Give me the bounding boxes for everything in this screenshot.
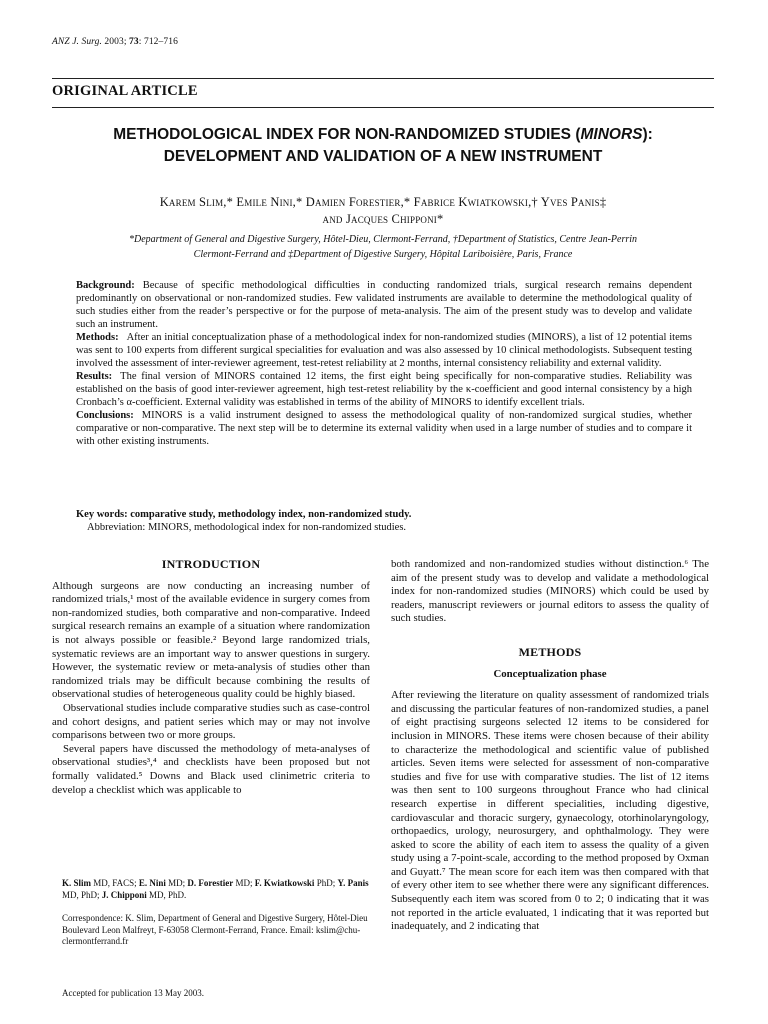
introduction-continuation: both randomized and non-randomized studies without distinction.⁶ The aim of the present study was to develop and validate a methodological index for non-randomized studies (MINORS) which could be used by readers, manuscript reviewers or journal editors to assess the quality of such studies. — [391, 558, 709, 625]
header-divider — [52, 107, 714, 108]
credential-name: D. Forestier — [187, 878, 234, 888]
abstract-background: Background: Because of specific methodological difficulties in conducting randomized trials, surgical research remains dependent predominantly on observational or non-randomized studies. Few validated instruments are available to determine the methodological quality of such studies either from the reader’s perspective or for the purpose of meta-analysis. The aim of the present study was to develop and validate such an instrument. — [76, 280, 692, 330]
title-line-1: METHODOLOGICAL INDEX FOR NON-RANDOMIZED STUDIES (MINORS): — [113, 126, 653, 143]
title-acronym: MINORS — [580, 126, 643, 143]
accepted-date: Accepted for publication 13 May 2003. — [62, 988, 204, 998]
abstract-methods: Methods: After an initial conceptualization phase of a methodological index for non-randomized studies (MINORS), a list of 12 potential items was sent to 100 experts from different surgical specialities for evaluation and was also assessed by 10 clinical methodologists. Subsequent testing involved the assessment of inter-reviewer agreement, test-retest reliability at 2 months, internal consistency reliability and external validity. — [76, 332, 692, 369]
credential-name: E. Nini — [138, 878, 166, 888]
author-list — [52, 194, 714, 228]
top-divider — [52, 78, 714, 79]
affiliation-line-2: Clermont-Ferrand and ‡Department of Digestive Surgery, Hôpital Lariboisière, Paris, France — [193, 248, 573, 260]
introduction-paragraph-1: Although surgeons are now conducting an increasing number of randomized trials,¹ most of the available evidence in surgery comes from non-randomized studies, both comparative and non-comparative. Indeed surgical research remains an example of a situation where randomization is not always possible or feasible.² Beyond large randomized trials, systematic reviews are an important way to answer questions in surgery. However, the systematic review or meta-analysis of studies other than randomized trials may be difficult because combining the results of observational studies of heterogeneous quality could be highly biased. — [52, 579, 370, 701]
affiliations — [52, 233, 714, 262]
credential-degree: MD; — [233, 878, 255, 888]
left-column — [52, 558, 370, 797]
conceptualization-subheading: Conceptualization phase — [493, 667, 607, 680]
article-type: ORIGINAL ARTICLE — [52, 83, 198, 99]
authors-line-1: Karem Slim,* Emile Nini,* Damien Forestier,* Fabrice Kwiatkowski,† Yves Panis‡ — [159, 195, 607, 209]
abstract — [76, 279, 692, 448]
keywords: Key words: comparative study, methodology index, non-randomized study. — [76, 509, 412, 520]
title-line-2: DEVELOPMENT AND VALIDATION OF A NEW INSTRUMENT — [163, 148, 603, 165]
introduction-paragraph-2: Observational studies include comparative studies such as case-control and cohort designs, and patient series which may or may not involve comparisons between two or more groups. — [52, 701, 370, 742]
credential-name: J. Chipponi — [101, 889, 147, 900]
introduction-heading: INTRODUCTION — [161, 557, 261, 571]
introduction-paragraph-3: Several papers have discussed the methodology of meta-analyses of observational studies³,⁴ and checklists have been proposed but not formally validated.⁵ Downs and Black used clinimetric criteria to develop a checklist which was applicable to — [52, 742, 370, 796]
journal-volume: 73 — [129, 37, 139, 47]
journal-name: ANZ J. Surg. — [52, 37, 102, 47]
article-title — [52, 124, 714, 168]
authors-line-2: and Jacques Chipponi* — [322, 212, 444, 226]
credential-degree: PhD; — [314, 878, 338, 888]
journal-reference — [52, 37, 178, 47]
journal-pages: : 712–716 — [138, 37, 178, 47]
credential-name: F. Kwiatkowski — [254, 878, 315, 888]
credential-degree: MD; — [165, 878, 188, 888]
correspondence: Correspondence: K. Slim, Department of General and Digestive Surgery, Hôtel-Dieu Boulevard Leon Malfreyt, F-63058 Clermont-Ferrand, France. Email: kslim@chu-clermontferrand.fr — [62, 913, 368, 946]
abstract-conclusions: Conclusions: MINORS is a valid instrument designed to assess the methodological quality of non-randomized surgical studies, whether comparative or non-comparative. The next step will be to determine its external validity when used in a large number of studies and to compare it with other existing instruments. — [76, 410, 692, 447]
credential-degree: MD, PhD. — [146, 889, 187, 900]
credential-degree: MD, PhD; — [62, 889, 102, 900]
credential-degree: MD, FACS; — [91, 878, 139, 888]
right-column — [391, 558, 709, 934]
affiliation-line-1: *Department of General and Digestive Surgery, Hôtel-Dieu, Clermont-Ferrand, †Department of Statistics, Centre Jean-Perrin — [128, 234, 638, 245]
keywords-block — [76, 509, 692, 534]
methods-heading: METHODS — [518, 644, 582, 659]
author-credentials — [52, 878, 370, 901]
credential-name: K. Slim — [62, 878, 92, 888]
methods-paragraph-1: After reviewing the literature on quality assessment of randomized trials and discussing the particular features of non-randomized studies, a panel of eight practising surgeons selected 12 items to be considered for inclusion in MINORS. These items were chosen because of their ability to characterize the methodological and scientific value of published articles. Seven items were selected for assessment of non-comparative studies and five for use with comparative studies. The list of 12 items was then sent to 100 surgeons throughout France who had clinical research expertise in different specialities, including digestive, cardiovascular and thoracic surgery, gynaecology, otorhinolaryngology, orthopaedics, urology, neurosurgery, and ophthalmology. They were asked to score the ability of each item to assess the quality of a given study using a 7-point-scale, according to the method proposed by Oxman and Guyatt.⁷ The mean score for each item was then compared with that of every other item to see whether there were any significant differences. Subsequently each item was scored from 0 to 2; 0 indicating that it was not reported in the article evaluated, 1 indicating that it was reported but inadequately, and 2 indicating that — [391, 689, 709, 933]
credential-name: Y. Panis — [337, 878, 369, 888]
abbreviation: Abbreviation: MINORS, methodological index for non-randomized studies. — [87, 521, 407, 533]
abstract-results: Results: The final version of MINORS contained 12 items, the first eight being specifically for non-comparative studies. Reliability was established on the basis of good inter-reviewer agreement, high test-retest reliability by the κ-coefficient and good internal consistency by a high Cronbach’s α-coefficient. External validity was established in terms of the ability of MINORS to identify excellent trials. — [76, 371, 692, 408]
journal-year: 2003; — [104, 37, 127, 47]
